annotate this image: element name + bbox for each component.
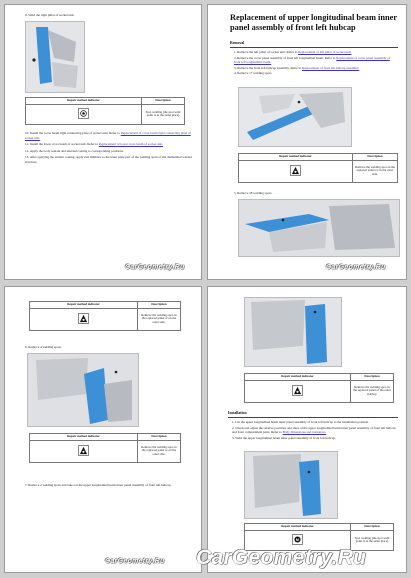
step-4: 4. Remove 17 welding spots. xyxy=(234,71,273,76)
table-description: Remove the welding spot on the replaced panel or the outer sideboy. xyxy=(351,380,394,402)
repair-table-2 xyxy=(238,153,398,183)
drill-spot-icon xyxy=(292,385,303,396)
step-5: 5. Remove 28 welding spots. xyxy=(234,191,273,195)
drill-spot-icon xyxy=(78,313,89,324)
th-description: Description xyxy=(351,524,394,531)
figure-2-spots xyxy=(244,297,342,367)
svg-text:M: M xyxy=(295,538,300,543)
step-1: 1. Remove the left pillar of socket unit. Refer to xyxy=(234,50,298,54)
figure-4-spots xyxy=(27,353,139,427)
step-6: 6. Remove 4 welding spots. xyxy=(25,345,62,349)
step-12: 12. Apply the body sealant and internal coating to corresponding positions. xyxy=(25,148,124,153)
table-description: Remove the welding spot on the replaced panel or on the outer side. xyxy=(353,160,398,182)
installation-steps xyxy=(232,420,398,440)
figure-28-spots xyxy=(238,199,400,257)
link-cover-beam[interactable]: Replacement of cover beam right connecting plate of socket unit. xyxy=(25,131,191,140)
repair-table-3a xyxy=(29,301,181,331)
th-indicator: Repair method indicator xyxy=(30,302,138,309)
install-step-3: 3. Weld the upper longitudinal beam inner panel assembly of front left hubcap. xyxy=(232,435,336,440)
removal-steps xyxy=(234,50,394,76)
th-description: Description xyxy=(138,434,181,441)
step-9: 9. Weld the right pillar of socket unit. xyxy=(25,13,75,17)
th-indicator: Repair method indicator xyxy=(239,154,353,161)
table-description: Spot welding (the spot weld point is as the same place) xyxy=(351,530,394,550)
figure-17-spots xyxy=(238,87,352,147)
repair-table-1 xyxy=(25,97,185,125)
link-cover-panel[interactable]: Replacement of cover panel assembly of front left longitudinal beam. xyxy=(234,55,390,65)
th-description: Description xyxy=(351,374,394,381)
install-step-1: 1. Cut the upper longitudinal beam inner panel assembly of front left hubcap to the installation position. xyxy=(232,420,369,424)
table-description: Remove the welding spot on the replaced panel or on the outer side. xyxy=(138,440,181,462)
manual-page-4 xyxy=(208,287,406,572)
repair-table-4a xyxy=(244,373,394,403)
link-left-pillar[interactable]: Replacement of left pillar of socket unit. xyxy=(298,50,352,54)
repair-table-3b xyxy=(29,433,181,463)
th-description: Description xyxy=(138,302,181,309)
figure-right-pillar xyxy=(25,21,85,93)
step-7: 7. Remove 2 welding spots and take out the upper longitudinal beam inner panel assembly of front left hubcap. xyxy=(25,483,172,487)
step-13: 13. After applying the sealant coating, apply rust inhibitor to the inner plate part of the welding spots of the dismantled welded structure. xyxy=(25,155,192,164)
watermark-large: CarGeometry.Ru xyxy=(196,546,367,569)
table-description: Spot welding (the spot weld point is as the same place) xyxy=(142,104,185,124)
drill-spot-icon xyxy=(290,165,301,176)
manual-page-2 xyxy=(208,5,406,279)
manual-page-1 xyxy=(5,5,201,279)
section-installation: Installation xyxy=(228,411,247,415)
th-indicator: Repair method indicator xyxy=(26,98,142,105)
th-description: Description xyxy=(142,98,185,105)
th-indicator: Repair method indicator xyxy=(245,374,351,381)
step-10: 10. Install the cover beam right connecting plate of socket unit. Refer to xyxy=(25,131,120,135)
step-2: 2. Remove the cover panel assembly of front left longitudinal beam. Refer to xyxy=(234,55,336,60)
manual-page-3 xyxy=(5,287,201,572)
figure-weld xyxy=(244,451,338,519)
section-divider xyxy=(228,417,398,418)
spot-weld-icon xyxy=(78,108,89,119)
section-removal: Removal xyxy=(230,41,245,45)
install-step-2: 2. Check and adjust the relative positions and sizes of the upper longitudinal beam inner panel assembly of front left hubcap and front compartment parts. Refer to xyxy=(232,425,396,435)
spot-weld-icon xyxy=(292,534,303,545)
step-11: 11. Install the lower cross beam of socket unit. Refer to xyxy=(25,142,98,147)
watermark: CarGeometry.Ru xyxy=(105,558,165,565)
watermark: CarGeometry.Ru xyxy=(326,264,386,271)
th-indicator: Repair method indicator xyxy=(30,434,138,441)
th-indicator: Repair method indicator xyxy=(245,524,351,531)
link-hubcap[interactable]: Replacement of front left hubcap assembly. xyxy=(302,65,360,70)
th-description: Description xyxy=(353,154,398,161)
drill-spot-icon xyxy=(78,445,89,456)
steps-list xyxy=(25,131,193,165)
step-3: 3. Remove the front left hubcap assembly. Refer to xyxy=(234,65,302,70)
section-divider xyxy=(230,47,398,48)
link-body-dimensions[interactable]: Body dimensions and tolerances. xyxy=(282,430,327,435)
page-title: Replacement of upper longitudinal beam inner panel assembly of front left hubcap xyxy=(230,13,397,32)
link-lower-cross-beam[interactable]: Replacement of lower cross beam of socket unit. xyxy=(98,142,164,147)
watermark: CarGeometry.Ru xyxy=(125,264,185,271)
table-description: Remove the welding spot on the replaced panel or on the outer side. xyxy=(138,308,181,330)
